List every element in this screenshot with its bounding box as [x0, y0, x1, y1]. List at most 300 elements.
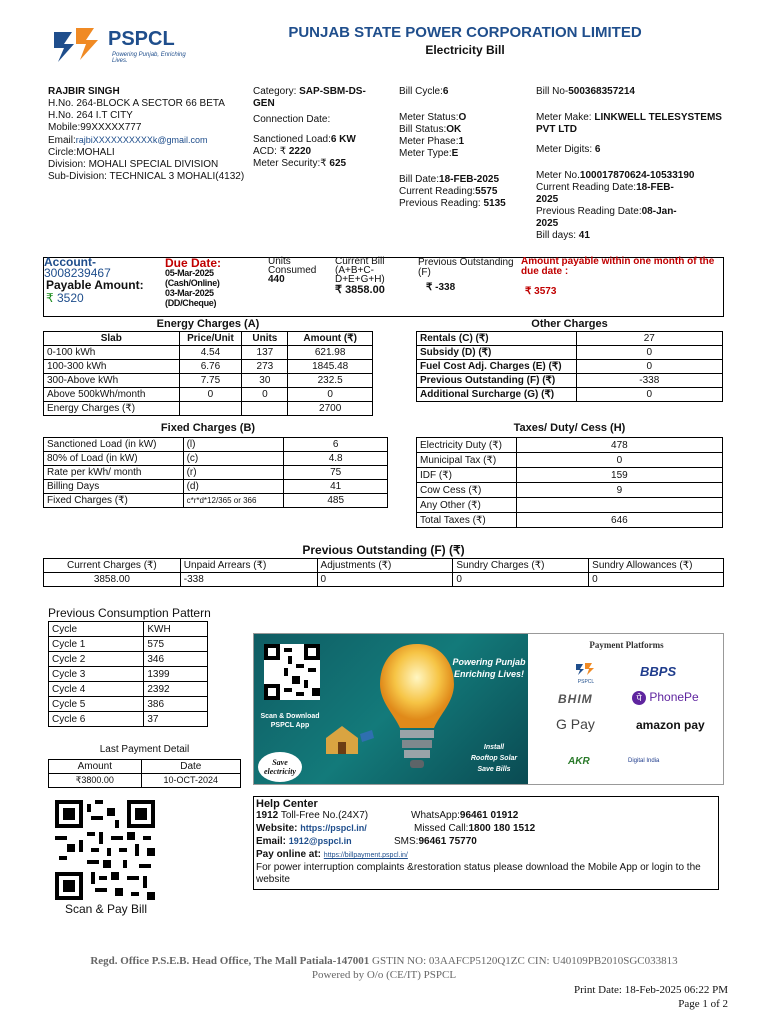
bill-cycle-label: Bill Cycle: [399, 86, 443, 97]
whatsapp-number[interactable]: 96461 01912 [459, 810, 519, 821]
scan-pay-label: Scan & Pay Bill [64, 902, 148, 916]
bill-date-row [399, 174, 534, 186]
prev-outstanding-value: -338 [435, 282, 456, 293]
table-row [44, 360, 373, 374]
meter-details [399, 86, 534, 210]
previous-reading-date-value-2: 2025 [536, 218, 559, 229]
table-cell: Energy Charges (₹) [44, 402, 180, 416]
table-row [44, 466, 388, 480]
current-reading-date-value-2: 2025 [536, 194, 559, 205]
account-label: Account- [44, 255, 96, 269]
due-date-label: Due Date: [165, 256, 222, 270]
phonepe-symbol-icon: पे [632, 691, 646, 705]
table-cell: 232.5 [288, 374, 373, 388]
table-cell: 346 [144, 652, 208, 667]
sanctioned-row [253, 134, 393, 146]
rupee-icon: ₹ [426, 282, 433, 293]
table-row [49, 774, 241, 788]
column-header: Slab [44, 332, 180, 346]
pay-online-link[interactable]: https://billpayment.pspcl.in/ [323, 852, 408, 859]
other-charges-title: Other Charges [531, 318, 608, 330]
table-cell: 485 [284, 494, 388, 508]
table-cell: Rate per kWh/ month [44, 466, 184, 480]
prev-outstanding-label-2: (F) [418, 267, 431, 278]
previous-reading-date-value: 08-Jan- [641, 206, 677, 217]
table-cell [516, 498, 722, 513]
gpay-icon[interactable]: G Pay [556, 716, 595, 732]
banner-headline [450, 656, 528, 680]
last-payment-date: 10-OCT-2024 [141, 774, 240, 788]
page-number: Page 1 of 2 [678, 998, 728, 1010]
bill-status-value: OK [446, 124, 462, 135]
banner-solar-line-3: Save Bills [477, 766, 511, 773]
help-row-3 [256, 836, 716, 849]
meter-phase-label: Meter Phase: [399, 136, 459, 147]
table-cell: 300-Above kWh [44, 374, 180, 388]
prev-outstanding-label: Previous Outstanding [418, 257, 514, 268]
taxes-table [416, 437, 723, 528]
table-cell: Fixed Charges (₹) [44, 494, 184, 508]
meter-security-value: 625 [329, 158, 347, 169]
table-cell: Previous Outstanding (F) (₹) [417, 374, 577, 388]
table-cell: 30 [242, 374, 288, 388]
banner-solar-line-1: Install [483, 744, 505, 751]
table-cell: Billing Days [44, 480, 184, 494]
tollfree-number[interactable]: 1912 [256, 810, 279, 821]
pspcl-logo [50, 22, 200, 68]
category-value: SAP-SBM-DS- [299, 86, 366, 97]
table-cell: Total Taxes (₹) [417, 513, 517, 528]
rupee-icon: ₹ [320, 158, 327, 169]
table-cell: 0 [317, 573, 453, 587]
table-cell: 0 [242, 388, 288, 402]
sms-label: SMS: [394, 836, 419, 847]
table-cell: 75 [284, 466, 388, 480]
fixed-charges-table [43, 437, 388, 508]
banner-solar-text [464, 742, 524, 775]
banner-left-panel [254, 634, 528, 785]
pay-online-label: Pay online at: [256, 849, 322, 860]
phonepe-icon[interactable] [632, 690, 699, 705]
light-bulb-icon [372, 640, 462, 780]
column-header: Cycle [49, 622, 144, 637]
save-electricity-badge [258, 752, 302, 782]
table-cell: Cow Cess (₹) [417, 483, 517, 498]
table-cell: 0 [589, 573, 724, 587]
document-title: Electricity Bill [425, 43, 505, 57]
column-header: Sundry Charges (₹) [453, 559, 589, 573]
table-cell: 41 [284, 480, 388, 494]
due-dates [165, 268, 220, 308]
table-row [44, 494, 388, 508]
current-reading-date-value: 18-FEB- [636, 182, 674, 193]
category-label: Category: [253, 86, 297, 97]
bill-days-value: 41 [578, 230, 590, 241]
missed-call-label: Missed Call: [414, 823, 469, 834]
company-name: PUNJAB STATE POWER CORPORATION LIMITED [288, 24, 642, 41]
within-month-value: 3573 [534, 286, 557, 297]
banner-headline-1: Powering Punjab [452, 657, 526, 667]
rupee-icon: ₹ [279, 146, 287, 157]
banner-scan-text [260, 712, 320, 730]
table-row [417, 360, 723, 374]
within-month-label-2: due date : [521, 266, 569, 277]
meter-no-row [536, 170, 726, 182]
table-header-row [49, 760, 241, 774]
meter-type-label: Meter Type: [399, 148, 452, 159]
table-cell: -338 [180, 573, 317, 587]
bill-details [536, 86, 726, 242]
table-cell: 0 [179, 388, 242, 402]
meter-phase-value: 1 [458, 136, 465, 147]
bhim-icon[interactable]: BHIM [558, 692, 593, 706]
footer-office [0, 955, 768, 967]
table-row [417, 438, 723, 453]
table-cell: Cycle 6 [49, 712, 144, 727]
payment-platforms-panel [528, 634, 724, 785]
address-line-2: H.No. 264 I.T CITY [48, 110, 133, 121]
table-row [417, 453, 723, 468]
bill-status-row [399, 124, 534, 136]
bill-no-row [536, 86, 726, 98]
email-label: Email: [48, 135, 76, 146]
digital-india-icon[interactable]: Digital India [628, 758, 660, 764]
rupee-icon: ₹ [46, 291, 54, 305]
previous-reading-value: 5135 [483, 198, 506, 209]
last-payment-amount: ₹3800.00 [49, 774, 142, 788]
table-cell: 80% of Load (in kW) [44, 452, 184, 466]
energy-charges-title: Energy Charges (A) [156, 318, 260, 330]
table-cell: 646 [516, 513, 722, 528]
table-cell: -338 [576, 374, 722, 388]
meter-type-row [399, 148, 534, 160]
missed-call-number[interactable]: 1800 180 1512 [468, 823, 536, 834]
table-header-row [44, 559, 724, 573]
sms-row [394, 836, 477, 847]
table-cell: 0 [516, 453, 722, 468]
table-cell: 7.75 [179, 374, 242, 388]
table-cell: 2392 [144, 682, 208, 697]
tollfree-label: Toll-Free No.(24X7) [280, 810, 369, 821]
table-cell: Rentals (C) (₹) [417, 332, 577, 346]
banner-solar-line-2: Rooftop Solar [470, 755, 518, 762]
bbps-icon[interactable]: BBPS [640, 664, 677, 679]
missed-call-row [414, 823, 535, 834]
table-cell: 3858.00 [44, 573, 181, 587]
table-cell: 0 [576, 346, 722, 360]
table-row [44, 388, 373, 402]
table-row [49, 652, 208, 667]
due-date-cheque: 03-Mar-2025 [165, 288, 214, 298]
table-row [44, 402, 373, 416]
subdivision: Sub-Division: TECHNICAL 3 MOHALI(4132) [48, 171, 245, 182]
column-header: KWH [144, 622, 208, 637]
table-row [417, 513, 723, 528]
meter-no-value: 100017870624-10533190 [579, 170, 695, 181]
lightning-logo-icon [50, 24, 110, 64]
meter-make-label: Meter Make: [536, 112, 592, 123]
phonepe-label: PhonePe [649, 690, 699, 704]
table-cell: 159 [516, 468, 722, 483]
akr-icon[interactable]: AKR [568, 756, 590, 767]
table-row [417, 468, 723, 483]
table-cell: 0-100 kWh [44, 346, 180, 360]
consumption-title: Previous Consumption Pattern [48, 606, 211, 620]
table-cell: Additional Surcharge (G) (₹) [417, 388, 577, 402]
within-month-label: Amount payable within one month of the [521, 256, 715, 267]
website-label: Website: [256, 823, 298, 834]
registered-office: Regd. Office P.S.E.B. Head Office, The Mall Patiala-147001 [90, 955, 370, 967]
pay-qr-code-icon[interactable] [55, 800, 155, 900]
table-cell: 0 [576, 360, 722, 374]
logo-text: PSPCL [108, 28, 175, 50]
table-cell: Any Other (₹) [417, 498, 517, 513]
table-cell [179, 402, 242, 416]
email-row [48, 134, 248, 147]
table-cell: Above 500kWh/month [44, 388, 180, 402]
save-badge-line-1: Save [272, 758, 288, 767]
meter-status-value: O [458, 112, 467, 123]
logo-tagline: Powering Punjab, Enriching Lives. [112, 52, 186, 64]
table-cell: 137 [242, 346, 288, 360]
email-value[interactable]: rajbiXXXXXXXXXXk@gmail.com [75, 135, 208, 145]
previous-reading-date-label: Previous Reading Date: [536, 206, 642, 217]
table-cell: Municipal Tax (₹) [417, 453, 517, 468]
table-cell: IDF (₹) [417, 468, 517, 483]
consumer-name: RAJBIR SINGH [48, 86, 120, 97]
previous-outstanding-table [43, 558, 724, 587]
current-reading-label: Current Reading: [399, 186, 476, 197]
bill-days-row [536, 230, 726, 242]
app-qr-code-icon [264, 644, 320, 700]
meter-status-row [399, 112, 534, 124]
other-charges-table [416, 331, 723, 402]
table-cell: 575 [144, 637, 208, 652]
table-cell: 1399 [144, 667, 208, 682]
table-cell: 478 [516, 438, 722, 453]
column-header: Unpaid Arrears (₹) [180, 559, 317, 573]
payable-amount: 3520 [56, 291, 84, 305]
table-row [44, 346, 373, 360]
due-date-cash: 05-Mar-2025 [165, 268, 214, 278]
connection-date: Connection Date: [253, 114, 331, 125]
table-cell: (l) [183, 438, 284, 452]
meter-phase-row [399, 136, 534, 148]
bill-cycle-row [399, 86, 534, 98]
table-cell: (r) [183, 466, 284, 480]
help-row-2 [256, 823, 716, 836]
table-cell: 1845.48 [288, 360, 373, 374]
units-label-1: Units [268, 256, 291, 267]
column-header: Adjustments (₹) [317, 559, 453, 573]
meter-security-label: Meter Security: [253, 158, 321, 169]
category-value-2: GEN [253, 98, 275, 109]
prev-outstanding-row [426, 283, 514, 293]
help-row-1 [256, 810, 716, 823]
print-date: Print Date: 18-Feb-2025 06:22 PM [574, 984, 728, 996]
help-center [253, 796, 719, 890]
table-header-row [49, 622, 208, 637]
due-mode-cash: (Cash/Online) [165, 278, 220, 288]
bill-days-label: Bill days: [536, 230, 577, 241]
last-payment-table [48, 759, 241, 788]
payment-platforms-title: Payment Platforms [589, 640, 664, 650]
pspcl-pay-label: PSPCL [577, 679, 595, 685]
sanctioned-label: Sanctioned Load: [253, 134, 331, 145]
table-row [49, 697, 208, 712]
column-header: Sundry Allowances (₹) [589, 559, 724, 573]
footer-powered: Powered by O/o (CE/IT) PSPCL [311, 969, 457, 981]
whatsapp-row [411, 810, 518, 821]
current-reading-row [399, 186, 534, 198]
table-cell: 386 [144, 697, 208, 712]
acd-value: 2220 [288, 146, 312, 157]
current-bill-label-3: D+E+G+H) [335, 274, 385, 285]
meter-type-value: E [451, 148, 459, 159]
current-reading-value: 5575 [475, 186, 498, 197]
table-row [49, 637, 208, 652]
table-cell: 0 [453, 573, 589, 587]
table-cell: (c) [183, 452, 284, 466]
table-cell: 273 [242, 360, 288, 374]
table-cell: 4.8 [284, 452, 388, 466]
table-row [44, 438, 388, 452]
meter-status-label: Meter Status: [399, 112, 459, 123]
save-badge-line-2: electricity [264, 767, 296, 776]
current-bill [335, 257, 385, 295]
promo-banner[interactable] [253, 633, 724, 785]
mobile-row [48, 122, 248, 134]
column-header: Price/Unit [179, 332, 242, 346]
current-bill-value-row [335, 286, 385, 295]
bill-no-label: Bill No- [536, 86, 569, 97]
meter-make-value: LINKWELL TELESYSTEMS [594, 112, 722, 123]
consumer-details [48, 86, 248, 183]
mobile-value: 99XXXXX777 [80, 122, 142, 133]
help-email-label: Email: [256, 836, 287, 847]
account-number: 3008239467 [44, 266, 111, 280]
meter-make-row [536, 112, 726, 124]
banner-headline-2: Enriching Lives! [453, 669, 524, 679]
website-link[interactable]: https://pspcl.in/ [300, 823, 367, 833]
meter-security-row [253, 158, 393, 170]
column-header: Date [141, 760, 240, 774]
payable-label: Payable Amount: [46, 278, 144, 292]
table-cell: c*r*d*12/365 or 366 [183, 494, 284, 508]
table-row [417, 388, 723, 402]
within-month-row [525, 287, 726, 297]
previous-reading-label: Previous Reading: [399, 198, 481, 209]
pspcl-pay-icon[interactable] [566, 662, 606, 685]
current-reading-date-row [536, 182, 726, 194]
sms-number[interactable]: 96461 75770 [418, 836, 477, 847]
acd-row [253, 146, 393, 158]
consumption-table [48, 621, 208, 727]
table-cell: Cycle 1 [49, 637, 144, 652]
previous-outstanding-title: Previous Outstanding (F) (₹) [302, 543, 465, 557]
meter-digits-row [536, 144, 726, 156]
table-cell [242, 402, 288, 416]
current-bill-value: 3858.00 [345, 284, 385, 296]
bill-date-label: Bill Date: [399, 174, 440, 185]
table-row [44, 374, 373, 388]
column-header: Units [242, 332, 288, 346]
table-cell: Electricity Duty (₹) [417, 438, 517, 453]
units-label-2: Consumed [268, 265, 317, 276]
table-cell: (d) [183, 480, 284, 494]
energy-charges-table [43, 331, 373, 416]
table-row [49, 712, 208, 727]
address-line-1: H.No. 264-BLOCK A SECTOR 66 BETA [48, 98, 225, 109]
previous-reading-row [399, 198, 534, 210]
table-cell: Fuel Cost Adj. Charges (E) (₹) [417, 360, 577, 374]
table-cell: 0 [288, 388, 373, 402]
table-row [417, 483, 723, 498]
table-cell: 6.76 [179, 360, 242, 374]
help-row-4 [256, 849, 716, 862]
column-header: Amount [49, 760, 142, 774]
units-consumed [268, 257, 316, 284]
category-row [253, 86, 393, 98]
house-icon [320, 716, 380, 756]
meter-make-value-2: PVT LTD [536, 124, 577, 135]
meter-digits-value: 6 [594, 144, 601, 155]
table-cell: 2700 [288, 402, 373, 416]
help-email-link[interactable]: 1912@pspcl.in [288, 836, 352, 846]
table-row [44, 480, 388, 494]
fixed-charges-title: Fixed Charges (B) [160, 422, 256, 434]
due-mode-cheque: (DD/Cheque) [165, 298, 217, 308]
table-row [44, 452, 388, 466]
help-title: Help Center [256, 798, 318, 810]
connection-details [253, 86, 393, 170]
taxes-title: Taxes/ Duty/ Cess (H) [513, 422, 626, 434]
table-row [417, 332, 723, 346]
bill-cycle-value: 6 [442, 86, 449, 97]
column-header: Amount (₹) [288, 332, 373, 346]
whatsapp-label: WhatsApp: [411, 810, 460, 821]
table-row [417, 374, 723, 388]
table-cell: Sanctioned Load (in kW) [44, 438, 184, 452]
table-cell: 621.98 [288, 346, 373, 360]
table-header-row [44, 332, 373, 346]
previous-reading-date-row [536, 206, 726, 218]
within-month-amount [521, 257, 726, 297]
table-cell: Cycle 3 [49, 667, 144, 682]
division: Division: MOHALI SPECIAL DIVISION [48, 159, 219, 170]
banner-scan-line-2: PSPCL App [270, 722, 310, 729]
bill-summary-box [43, 257, 724, 317]
bill-date-value: 18-FEB-2025 [439, 174, 500, 185]
previous-outstanding-summary [418, 258, 514, 293]
current-reading-date-label: Current Reading Date: [536, 182, 637, 193]
last-payment-title: Last Payment Detail [99, 744, 190, 755]
sanctioned-value: 6 KW [330, 134, 356, 145]
table-cell: Cycle 2 [49, 652, 144, 667]
qr-code-icon [55, 800, 155, 900]
current-bill-label-2: (A+B+C- [335, 265, 374, 276]
amazon-pay-icon[interactable]: amazon pay [636, 718, 705, 732]
table-row [49, 667, 208, 682]
table-row [49, 682, 208, 697]
bill-no-value: 500368357214 [568, 86, 635, 97]
table-cell: Cycle 4 [49, 682, 144, 697]
table-cell: 37 [144, 712, 208, 727]
pspcl-small-logo-icon [575, 662, 597, 676]
payable-amount-row [46, 292, 84, 304]
table-cell: Subsidy (D) (₹) [417, 346, 577, 360]
table-row [44, 573, 724, 587]
